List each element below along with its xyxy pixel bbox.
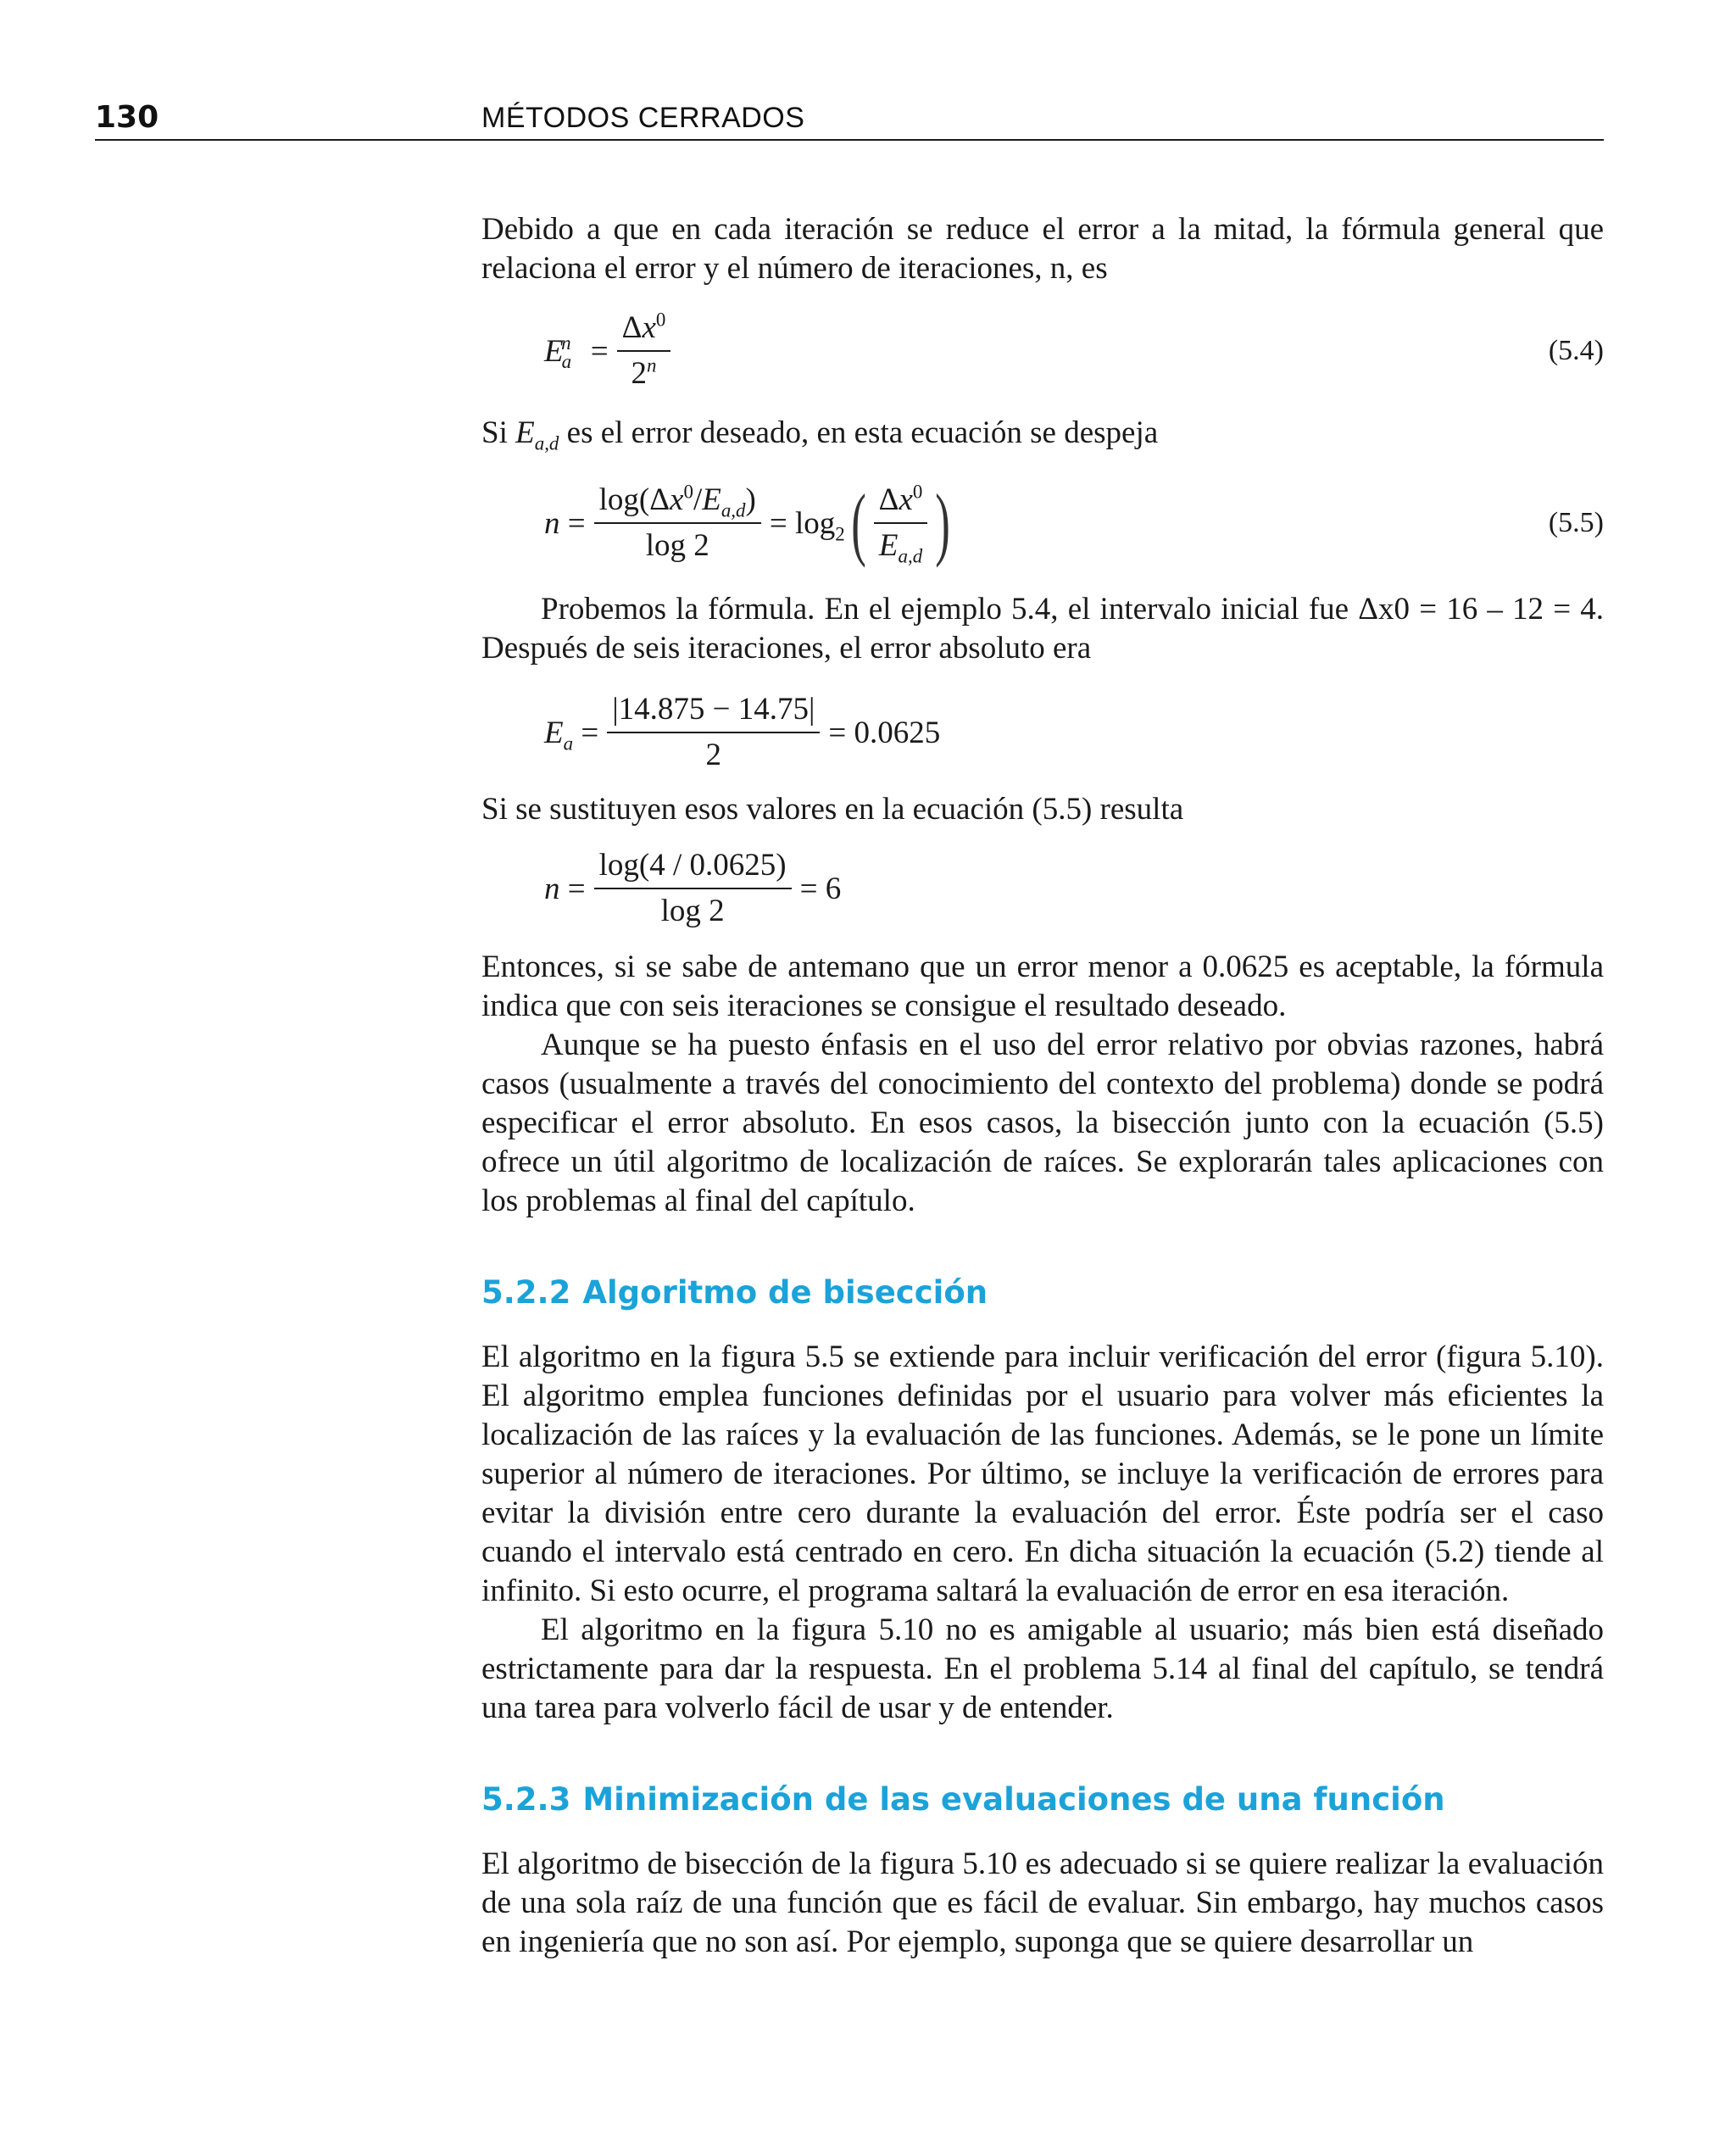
page-body — [481, 210, 1604, 1962]
paragraph-2: Si $E_{a,d}$ es el error deseado, en esta ecuación se despeja — [481, 415, 1159, 454]
paragraph-3: Probemos la fórmula. En el ejemplo 5.4, el intervalo inicial fue Δx0 = 16 – 12 = 4. Después de seis iteraciones, el error absoluto era — [481, 592, 1604, 666]
equation-5-4: $E_a^n$ = $\frac{\Delta x^0}{2^n}$ (5.4) — [544, 309, 1604, 391]
n-numerator: log(4 / 0.0625) — [594, 847, 792, 889]
paragraph-9: El algoritmo de bisección de la figura 5.10 es adecuado si se quiere realizar la evaluación de una sola raíz de una función que es fácil de evaluar. Sin embargo, hay muchos casos en ingeniería que no son así. Por ejemplo, suponga que se quiere desarrollar un — [481, 1846, 1604, 1959]
page-number: 130 — [95, 100, 159, 135]
equation-n-result: n = $\frac{\log(4 / 0.0625)}{\log 2}$ = 6 — [544, 848, 842, 928]
n-denominator: log 2 — [660, 894, 725, 928]
section-title: Minimización de las evaluaciones de una función — [582, 1781, 1445, 1818]
section-title: Algoritmo de bisección — [582, 1274, 988, 1311]
ea-result: = 0.0625 — [828, 715, 941, 750]
paragraph-1: Debido a que en cada iteración se reduce el error a la mitad, la fórmula general que relaciona el error y el número de iteraciones, n, es — [481, 212, 1604, 286]
paragraph-6: Aunque se ha puesto énfasis en el uso del error relativo por obvias razones, habrá casos (usualmente a través del conocimiento del contexto del problema) donde se podrá especificar el error absoluto. En esos casos, la bisección junto con la ecuación (5.5) ofrece un útil algoritmo de localización de raíces. Se explorarán tales aplicaciones con los problemas al final del capítulo. — [481, 1028, 1604, 1218]
ea-denominator: 2 — [705, 738, 722, 772]
n-result: = 6 — [799, 871, 842, 906]
paragraph-7: El algoritmo en la figura 5.5 se extiende para incluir verificación del error (figura 5.10). El algoritmo emplea funciones definidas por el usuario para volver más eficientes la localización de las raíces y la evaluación de las funciones. Además, se le pone un límite superior al número de iteraciones. Por último, se incluye la verificación de errores para evitar la división entre cero durante la evaluación del error. Éste podría ser el caso cuando el intervalo está centrado en cero. En dicha situación la ecuación (5.2) tiende al infinito. Si esto ocurre, el programa saltará la evaluación de error en esa iteración. — [481, 1340, 1604, 1608]
equation-5-5: n = $\frac{\log(\Delta x^0/E_{a,d})}{\log 2}$ = $\log_2$ ( $\frac{\Delta x^0}{E_{a,d}}$ ) (5.5) — [544, 477, 1604, 568]
section-heading-5-2-2 — [481, 1273, 1604, 1312]
equation-absolute-error: $E_a$ = $\frac{|14.875 - 14.75|}{2}$ = 0.0625 — [544, 692, 941, 772]
paragraph-8: El algoritmo en la figura 5.10 no es amigable al usuario; más bien está diseñado estrictamente para dar la respuesta. En el problema 5.14 al final del capítulo, se tendrá una tarea para volverlo fácil de usar y de entender. — [481, 1612, 1604, 1725]
paragraph-5: Entonces, si se sabe de antemano que un error menor a 0.0625 es aceptable, la fórmula indica que con seis iteraciones se consigue el resultado deseado. — [481, 950, 1604, 1023]
page-header — [95, 95, 1604, 141]
ea-numerator: |14.875 − 14.75| — [607, 691, 820, 733]
section-heading-5-2-3 — [481, 1780, 1604, 1819]
section-number: 5.2.3 — [481, 1781, 571, 1818]
equation-label: (5.5) — [1548, 507, 1604, 538]
running-head: MÉTODOS CERRADOS — [481, 102, 805, 134]
paragraph-4: Si se sustituyen esos valores en la ecuación (5.5) resulta — [481, 792, 1184, 827]
section-number: 5.2.2 — [481, 1274, 571, 1311]
equation-label: (5.4) — [1548, 335, 1604, 366]
